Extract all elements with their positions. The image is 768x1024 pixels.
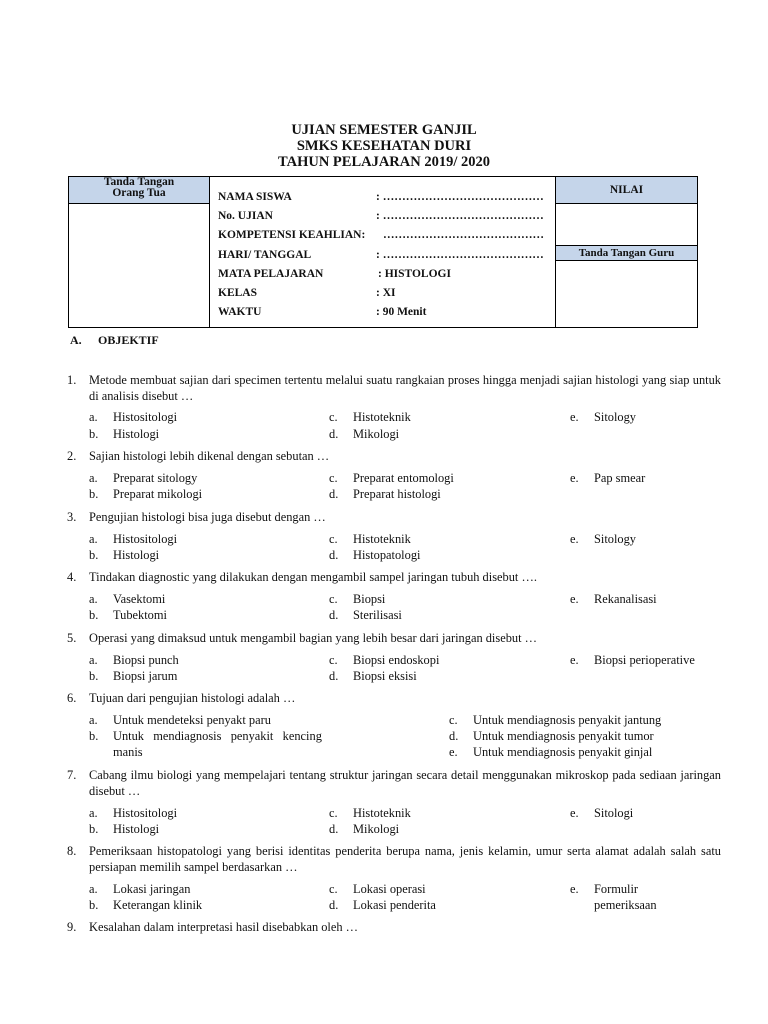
option-text: Histoteknik <box>353 410 411 424</box>
answer-option[interactable] <box>449 729 654 744</box>
option-text: Formulir <box>594 882 639 896</box>
answer-option[interactable] <box>89 608 167 623</box>
option-letter: a. <box>89 713 98 727</box>
option-text: Sterilisasi <box>353 608 402 622</box>
option-text: Lokasi operasi <box>353 882 426 896</box>
answer-option[interactable] <box>329 822 399 837</box>
option-text: Histoteknik <box>353 532 411 546</box>
option-text: Histositologi <box>113 532 178 546</box>
option-letter: e. <box>570 653 579 667</box>
info-field-value[interactable]: …………………………………… <box>383 229 544 241</box>
option-letter: b. <box>89 427 99 441</box>
score-box[interactable] <box>556 204 698 246</box>
question-text: Pengujian histologi bisa juga disebut dengan … <box>89 510 326 524</box>
info-field-value[interactable]: : …………………………………… <box>376 191 544 203</box>
option-letter: d. <box>329 898 339 912</box>
option-letter: c. <box>329 471 338 485</box>
teacher-signature-header: Tanda Tangan Guru <box>556 246 698 261</box>
option-text: Histologi <box>113 548 160 562</box>
option-letter: a. <box>89 653 98 667</box>
answer-option[interactable] <box>89 745 143 760</box>
info-field-label: HARI/ TANGGAL <box>218 249 312 261</box>
option-letter: e. <box>570 471 579 485</box>
score-header: NILAI <box>556 177 698 204</box>
answer-option[interactable] <box>89 487 202 502</box>
question-text: Tindakan diagnostic yang dilakukan dengan mengambil sampel jaringan tubuh disebut …. <box>89 570 537 584</box>
option-text: Lokasi jaringan <box>113 882 191 896</box>
question-text: Sajian histologi lebih dikenal dengan sebutan … <box>89 449 330 463</box>
option-letter: c. <box>329 592 338 606</box>
option-letter: b. <box>89 729 99 743</box>
answer-option[interactable] <box>89 713 271 728</box>
option-letter: d. <box>329 608 339 622</box>
option-letter: c. <box>329 882 338 896</box>
option-text: Biopsi punch <box>113 653 179 667</box>
answer-option[interactable] <box>570 410 636 425</box>
option-text: Histopatologi <box>353 548 421 562</box>
answer-option[interactable] <box>570 592 657 607</box>
question-text: Cabang ilmu biologi yang mempelajari tentang struktur jaringan secara detail menggunakan mikroskop pada sediaan jaringan disebut … <box>89 768 721 798</box>
option-letter: a. <box>89 410 98 424</box>
answer-option[interactable] <box>570 898 657 913</box>
info-field-label: MATA PELAJARAN <box>218 268 324 280</box>
option-text: Untuk mendiagnosis penyakit tumor <box>473 729 654 743</box>
info-field-value[interactable]: : 90 Menit <box>376 306 427 318</box>
option-text: Mikologi <box>353 427 400 441</box>
school-name: SMKS KESEHATAN DURI <box>296 138 472 154</box>
option-text: Biopsi <box>353 592 386 606</box>
answer-option[interactable] <box>89 548 159 563</box>
question-text: Tujuan dari pengujian histologi adalah … <box>89 691 296 705</box>
info-field-value[interactable]: : HISTOLOGI <box>378 268 451 280</box>
option-letter: a. <box>89 471 98 485</box>
option-text: Lokasi penderita <box>353 898 436 912</box>
info-field-label: KOMPETENSI KEAHLIAN: <box>218 229 366 241</box>
option-letter: e. <box>570 410 579 424</box>
answer-option[interactable] <box>89 806 177 821</box>
answer-option[interactable] <box>329 471 454 486</box>
question-number: 8. <box>67 844 77 858</box>
answer-option[interactable] <box>89 532 177 547</box>
exam-title: UJIAN SEMESTER GANJIL <box>291 122 477 138</box>
option-text: Untuk mendiagnosis penyakit ginjal <box>473 745 653 759</box>
question-text: Operasi yang dimaksud untuk mengambil bagian yang lebih besar dari jaringan disebut … <box>89 631 538 645</box>
answer-option[interactable] <box>329 427 399 442</box>
answer-option[interactable] <box>89 471 197 486</box>
answer-option[interactable] <box>329 410 411 425</box>
option-letter: b. <box>89 669 99 683</box>
answer-option[interactable] <box>89 427 159 442</box>
option-text: Biopsi endoskopi <box>353 653 440 667</box>
option-letter: a. <box>89 882 98 896</box>
option-letter: a. <box>89 592 98 606</box>
option-text: manis <box>113 745 143 759</box>
option-letter: a. <box>89 806 98 820</box>
answer-option[interactable] <box>89 882 190 897</box>
question-number: 7. <box>67 768 77 782</box>
answer-option[interactable] <box>89 669 177 684</box>
option-text: Histologi <box>113 427 160 441</box>
info-field-value[interactable]: : …………………………………… <box>376 210 544 222</box>
question-number: 2. <box>67 449 77 463</box>
question-text: Metode membuat sajian dari specimen tertentu melalui suatu rangkaian proses hingga menjadi sajian histologi yang siap untuk di analisis disebut … <box>89 373 721 403</box>
question-number: 9. <box>67 920 77 934</box>
answer-option[interactable] <box>329 487 441 502</box>
parent-signature-header: Tanda Tangan Orang Tua <box>69 177 210 204</box>
answer-option[interactable] <box>329 608 402 623</box>
option-text: Preparat entomologi <box>353 471 454 485</box>
option-letter: d. <box>329 487 339 501</box>
answer-option[interactable] <box>329 532 411 547</box>
answer-option[interactable] <box>329 669 417 684</box>
option-letter: a. <box>89 532 98 546</box>
answer-option[interactable] <box>570 882 638 897</box>
option-text: Histologi <box>113 822 160 836</box>
option-letter: e. <box>570 806 579 820</box>
parent-signature-box[interactable] <box>69 204 210 328</box>
option-letter: c. <box>329 410 338 424</box>
answer-option[interactable] <box>570 471 645 486</box>
answer-option[interactable] <box>449 713 661 728</box>
option-letter: e. <box>570 592 579 606</box>
answer-option[interactable] <box>329 592 385 607</box>
question-number: 1. <box>67 373 77 387</box>
info-field-label: No. UJIAN <box>218 210 273 222</box>
option-letter: d. <box>329 822 339 836</box>
option-letter: e. <box>570 532 579 546</box>
option-text: Biopsi jarum <box>113 669 178 683</box>
option-text: Preparat mikologi <box>113 487 203 501</box>
answer-option[interactable] <box>89 729 322 744</box>
option-text: Untuk mendiagnosis penyakit jantung <box>473 713 662 727</box>
question-text: Pemeriksaan histopatologi yang berisi identitas penderita berupa nama, jenis kelamin, umur serta alamat adalah salah satu persiapan memilih sampel berdasarkan … <box>89 844 721 874</box>
option-text: Mikologi <box>353 822 400 836</box>
option-letter: b. <box>89 898 99 912</box>
option-letter: d. <box>329 427 339 441</box>
info-field-label: KELAS <box>218 287 257 299</box>
question-text: Kesalahan dalam interpretasi hasil disebabkan oleh … <box>89 920 359 934</box>
answer-option[interactable] <box>570 806 633 821</box>
answer-option[interactable] <box>329 806 411 821</box>
answer-option[interactable] <box>570 653 695 668</box>
answer-option[interactable] <box>329 548 420 563</box>
answer-option[interactable] <box>89 822 159 837</box>
option-text: Histoteknik <box>353 806 411 820</box>
option-letter: c. <box>329 532 338 546</box>
answer-option[interactable] <box>89 898 202 913</box>
option-text: Pap smear <box>594 471 646 485</box>
option-letter: d. <box>329 548 339 562</box>
info-field-label: NAMA SISWA <box>218 191 292 203</box>
answer-option[interactable] <box>329 653 439 668</box>
student-info-fields <box>210 177 556 328</box>
option-text: Sitology <box>594 532 636 546</box>
answer-option[interactable] <box>89 410 177 425</box>
option-letter: b. <box>89 822 99 836</box>
answer-option[interactable] <box>449 745 652 760</box>
option-text: Histositologi <box>113 410 178 424</box>
option-text: Vasektomi <box>113 592 166 606</box>
option-text: Preparat sitology <box>113 471 198 485</box>
option-letter: b. <box>89 487 99 501</box>
answer-option[interactable] <box>570 532 636 547</box>
option-letter: e. <box>449 745 458 759</box>
option-letter: b. <box>89 608 99 622</box>
academic-year: TAHUN PELAJARAN 2019/ 2020 <box>278 154 490 170</box>
option-text: Rekanalisasi <box>594 592 657 606</box>
question-number: 5. <box>67 631 77 645</box>
answer-option[interactable] <box>89 592 165 607</box>
option-text: pemeriksaan <box>594 898 657 912</box>
option-letter: c. <box>449 713 458 727</box>
answer-option[interactable] <box>329 898 436 913</box>
option-text: Biopsi perioperative <box>594 653 695 667</box>
question-number: 6. <box>67 691 77 705</box>
answer-option[interactable] <box>89 653 179 668</box>
option-letter: e. <box>570 882 579 896</box>
option-letter: c. <box>329 653 338 667</box>
option-text: Sitologi <box>594 806 634 820</box>
question-number: 3. <box>67 510 77 524</box>
option-letter: c. <box>329 806 338 820</box>
teacher-signature-box[interactable] <box>556 261 698 328</box>
option-text: Tubektomi <box>113 608 167 622</box>
option-text: Histositologi <box>113 806 178 820</box>
info-field-value[interactable]: : XI <box>376 287 396 299</box>
info-field-value[interactable]: : …………………………………… <box>376 249 544 261</box>
option-letter: d. <box>329 669 339 683</box>
option-text: Biopsi eksisi <box>353 669 417 683</box>
answer-option[interactable] <box>329 882 426 897</box>
option-text: Preparat histologi <box>353 487 441 501</box>
option-letter: d. <box>449 729 459 743</box>
option-text: Sitology <box>594 410 636 424</box>
option-text: Keterangan klinik <box>113 898 203 912</box>
student-info-table <box>68 176 698 328</box>
option-text: Untuk mendiagnosis penyakit kencing <box>113 729 322 743</box>
info-field-label: WAKTU <box>218 306 262 318</box>
section-heading: A. OBJEKTIF <box>70 333 159 347</box>
option-text: Untuk mendeteksi penyakt paru <box>113 713 271 727</box>
question-number: 4. <box>67 570 77 584</box>
option-letter: b. <box>89 548 99 562</box>
